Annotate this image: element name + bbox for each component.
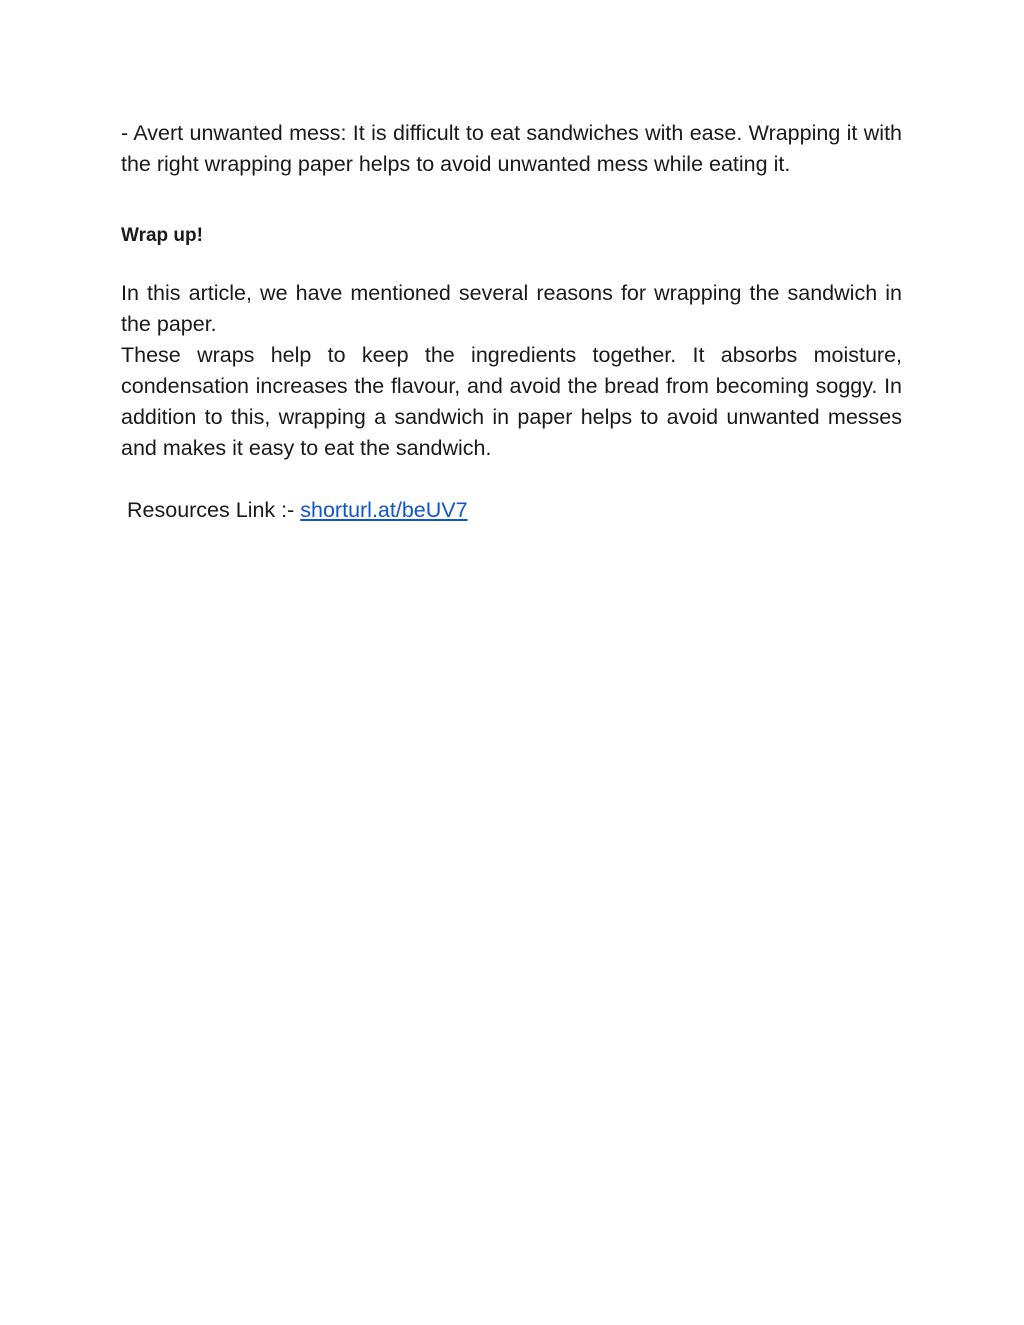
- resources-label: Resources Link :-: [127, 498, 301, 522]
- paragraph-avert-mess: - Avert unwanted mess: It is difficult to eat sandwiches with ease. Wrapping it with the right wrapping paper helps to avoid unwanted mess while eating it.: [121, 121, 902, 176]
- document-page: [121, 118, 902, 526]
- resources-line: [121, 495, 902, 526]
- paragraph-benefits: These wraps help to keep the ingredients together. It absorbs moisture, condensation increases the flavour, and avoid the bread from becoming soggy. In addition to this, wrapping a sandwich in paper helps to avoid unwanted messes and makes it easy to eat the sandwich.: [121, 343, 902, 460]
- paragraph-summary: In this article, we have mentioned several reasons for wrapping the sandwich in the paper.: [121, 281, 902, 336]
- section-heading: Wrap up!: [121, 225, 203, 246]
- resources-link[interactable]: shorturl.at/beUV7: [300, 498, 468, 522]
